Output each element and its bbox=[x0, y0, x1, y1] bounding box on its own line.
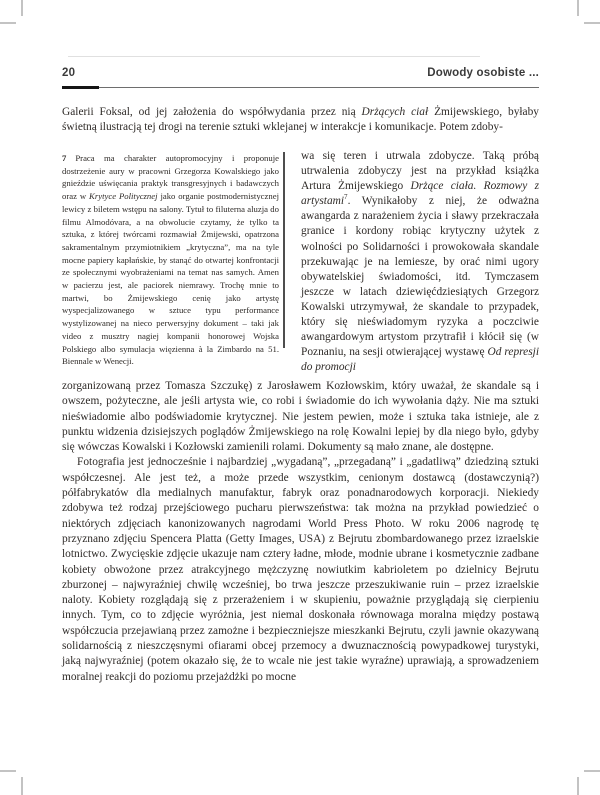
footnote-number: 7 bbox=[62, 153, 67, 163]
crop-mark-bottom-left-horizontal bbox=[0, 770, 16, 772]
page-header bbox=[62, 67, 539, 79]
column-divider bbox=[283, 152, 285, 348]
footnote-text: Praca ma charakter autopromocyjny i proponuje dostrzeżenie aury w pracowni Grzegorza Kowalskiego jako gnieździe uświęcania praktyk transgresyjnych i badawczych oraz w Krytyce Politycznej jako organie postmodernistycznej lewicy z biletem wstępu na salony. Tytuł to filuterna aluzja do filmu Almodóvara, a na obwolucie czytamy, że tylko ta sztuka, z której twórcami rozmawiał Żmijewski, opatrzona sakramentalnym przymiotnikiem „krytyczna”, ma na tyle mocne papiery kapłańskie, by stanąć do otwartej konfrontacji ze społecznymi wyobrażeniami na temat nas samych. Amen w pacierzu jest, ale paciorek niemrawy. Trochę mnie to martwi, bo Żmijewskiego cenię jako artystę wyspecjalizowanego w sztuce typu performance wystylizowanej na nieco perwersyjny dokument – taki jak video z musztry nagiej kompanii honorowej Wojska Polskiego albo symulacja więzienna à la Zimbardo na 51. Biennale w Wenecji. bbox=[62, 153, 279, 367]
header-rule-accent bbox=[62, 86, 99, 89]
crop-mark-top-left-horizontal bbox=[0, 22, 16, 24]
body-text bbox=[62, 379, 539, 685]
header-rule bbox=[62, 87, 539, 88]
two-column-section bbox=[62, 149, 539, 375]
body-paragraph-continuation: zorganizowaną przez Tomasza Szczukę) z Jarosławem Kozłowskim, który uważał, że skandale są i owszem, pożyteczne, ale jeśli artysta wie, co robi i świadomie do ich wywołania dąży. Nie ma sztuki nieświadomie albo podświadomie krytycznej. Nie jestem pewien, może i sztuka taka istnieje, ale z punktu widzenia dzisiejszych poglądów Żmijewskiego na rolę Kowalni lepiej by dla niego było, gdyby się wówczas Kowalski i Kozłowski zamienili rolami. Dokumenty są mało znane, ale dostępne. bbox=[62, 380, 539, 454]
crop-mark-top-right-horizontal bbox=[584, 22, 600, 24]
body-paragraph-fotografia: Fotografia jest jednocześnie i najbardziej „wygadaną”, „przegadaną” i „gadatliwą” dziedziną sztuki współczesnej. Ale jest też, a może przede wszystkim, cenionym dostawcą (dostawczynią?) półfabrykatów dla medialnych manufaktur, fabryk oraz ponadnarodowych korporacji. Niekiedy zdobywa też rodzaj przejściowego pucharu pierwszeństwa: tak można na przykład powiedzieć o niektórych zdjęciach kanonizowanych nagrodami World Press Photo. W roku 2006 nagrodę tę przyznano zdjęciu Spencera Platta (Getty Images, USA) z Bejrutu zbombardowanego przez izraelskie lotnictwo. Zwycięskie zdjęcie ukazuje nam cztery ładne, młode, modnie ubrane i kosmetycznie zadbane kobiety obwożone przez atrakcyjnego mężczyznę nowiutkim kabrioletem po dzielnicy Bejrutu zburzonej – najwyraźniej chwilę wcześniej, bo trwa jeszcze przeszukiwanie ruin – przez izraelskie naloty. Kobiety rozglądają się z przerażeniem i w skupieniu, poważnie przyglądają się cierpieniu innych. Tym, co to zdjęcie wyróżnia, jest niemal doskonała równowaga moralna między postawą współczucia przejawianą przez zamożne i bezpieczniejsze mieszkanki Bejrutu, czyli jawnie okazywaną solidarnością z nieszczęsnymi ofiarami obcej przemocy a dwuznacznością powypadkowej turystyki, jaką najwyraźniej (potem okazało się, że to wcale nie jest takie wyraźne) uprawiają, a sprowadzeniem moralnej reakcji do poziomu przejażdżki po mocne bbox=[62, 456, 539, 683]
crop-mark-bottom-right-vertical bbox=[577, 777, 579, 795]
footnote bbox=[62, 152, 279, 368]
crop-mark-bottom-left-vertical bbox=[21, 777, 23, 795]
crop-mark-top-left-vertical bbox=[21, 0, 23, 16]
page-number: 20 bbox=[62, 67, 76, 79]
scan-shadow-line bbox=[68, 56, 480, 57]
crop-mark-bottom-right-horizontal bbox=[584, 770, 600, 772]
intro-paragraph: Galerii Foksal, od jej założenia do współwydania przez nią Drżących ciał Żmijewskiego, byłaby świetną ilustracją tej drogi na terenie sztuki wklejanej w interakcje i komunikacje. Potem zdoby- bbox=[62, 106, 539, 134]
crop-mark-top-right-vertical bbox=[577, 0, 579, 16]
main-column-text: wa się teren i utrwala zdobycze. Taką próbą utrwalenia zdobyczy jest na przykład książka Artura Żmijewskiego Drżące ciała. Rozmowy z artystami$^7$. Wynikałoby z niej, że odważna awangarda z narażeniem życia i sławy przekraczała granice i kordony robiąc krytyczny użytek z wolności po Solidarności i prowokowała skandale przekuwając je na lemiesze, by orać nimi ugory obywatelskiej świadomości, itd. Tymczasem jeszcze w latach dziewięćdziesiątych Grzegorz Kowalski utrzymywał, że skandale to przypadek, który się nieświadomym ryzyka a poczciwie awangardowym artystom przytrafił i kłócił się (w Poznaniu, na sesji otwierającej wystawę Od represji do promocji bbox=[301, 150, 539, 374]
running-title: Dowody osobiste ... bbox=[427, 67, 539, 79]
